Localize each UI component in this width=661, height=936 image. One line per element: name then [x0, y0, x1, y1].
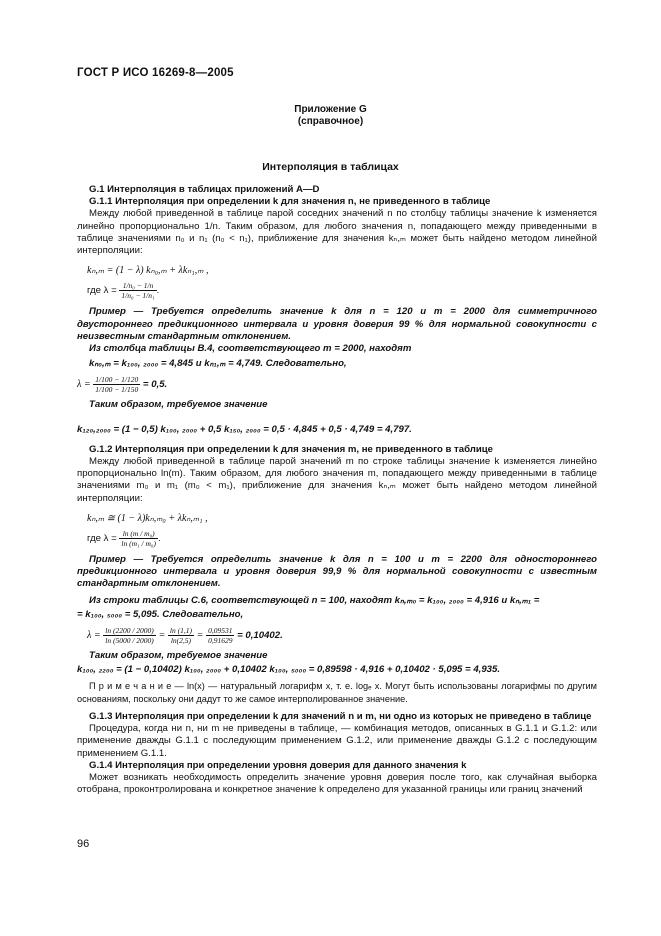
example2-f2-den: ln(2,5) — [170, 636, 192, 646]
g12-lambda-num: ln (m / m₀) — [119, 529, 158, 539]
example1-lambda-den: 1/100 − 1/150 — [95, 385, 139, 395]
example2-fraction-3 — [206, 626, 234, 645]
example2-lambda: λ = $\frac{\ln (2200 / 2000)}{\ln (5000 / 2000)}$ = $\frac{\ln (1,1)}{\ln(2,5)}$ = $\frac{0,09531}{0,91629}$ = 0,10402. — [87, 626, 283, 646]
example1-result: k₁₂₀,₂₀₀₀ = (1 − 0,5) k₁₀₀, ₂₀₀₀ + 0,5 k₁₅₀, ₂₀₀₀ = 0,5 · 4,845 + 0,5 · 4,749 = 4,797. — [77, 423, 412, 435]
example2-result: k₁₀₀, ₂₂₀₀ = (1 − 0,10402) k₁₀₀, ₂₀₀₀ + 0,10402 k₁₀₀, ₅₀₀₀ = 0,89598 · 4,916 + 0,10402 · 5,095 = 4,935. — [77, 664, 501, 676]
example2-f1-num: ln (2200 / 2000) — [105, 626, 154, 636]
example2-fraction-2 — [168, 626, 194, 645]
g11-lambda: где λ = $\frac{\text{1/n₀ − 1/n}}{\text{1/n₀ − 1/n₁}}$ . — [87, 281, 160, 301]
example1-thus: Таким образом, требуемое значение — [89, 399, 268, 411]
example2-fraction-1 — [103, 626, 156, 645]
example2-lambda-result: = 0,10402. — [237, 630, 283, 642]
g12-lambda: где λ = $\frac{\text{ln (m / m₀)}}{\text{ln (m₁ / m₀)}}$ . — [87, 529, 161, 549]
note: П р и м е ч а н и е — ln(x) — натуральный логарифм x, т. е. logₑ x. Могут быть использованы логарифмы по другим основаниям, поскольку они дадут то же самое интерполированное значение. — [77, 681, 597, 704]
g12-text: Между любой приведенной в таблице парой значений m по строке таблицы значение k изменяется линейно пропорционально ln(m). Таким образом, для любого значения m, попадающего между приведенными в таблице значениями m₀ и m₁ (m₀ < m₁), приближение для значения kₙ,ₘ может быть найдено методом линейной интерполяции: — [77, 456, 597, 504]
example2-f3-den: 0,91629 — [208, 636, 233, 646]
example1-lambda — [77, 375, 597, 394]
g11-lambda-fraction — [119, 281, 156, 300]
g1-heading: G.1 Интерполяция в таблицах приложений А—D — [89, 184, 320, 195]
appendix-title: Приложение G — [294, 104, 367, 115]
g11-text: Между любой приведенной в таблице парой соседних значений n по столбцу таблицы значение k изменяется линейно пропорционально 1/n. Таким образом, для любого значения n, попадающего между приведенными в таблице значениями n₀ и n₁ (n₀ < n₁), приближение для значения kₙ,ₘ может быть найдено методом линейной интерполяции: — [77, 208, 597, 257]
content-block — [77, 184, 597, 796]
example2-text: Пример — Требуется определить значение k для n = 100 и m = 2200 для одностороннего предикционного интервала и уровня доверия 99,9 % для нормальной совокупности с известным стандартным отклонением. — [77, 554, 597, 590]
example1-lambda-result: = 0,5. — [142, 379, 168, 391]
g14-text: Может возникать необходимость определить значение уровня доверия после того, как случайная выборка отобрана, проконтролирована и конкретное значение k определено для указанной границы или границ значений — [77, 771, 597, 796]
g12-lambda-den: ln (m₁ / m₀) — [121, 539, 156, 549]
example2-f3-num: 0,09531 — [208, 626, 233, 636]
g14-heading: G.1.4 Интерполяция при определении уровня доверия для данного значения k — [89, 759, 467, 771]
example2-from-continued: = k₁₀₀, ₅₀₀₀ = 5,095. Следовательно, — [77, 608, 244, 620]
example1-text: Пример — Требуется определить значение k для n = 120 и m = 2000 для симметричного двустороннего предикционного интервала и уровня доверия 99 % для нормальной совокупности с неизвестным стандартным отклонением. — [77, 306, 597, 342]
g12-heading: G.1.2 Интерполяция при определении k для значения m, не приведенного в таблице — [89, 443, 494, 455]
example2-f2-num: ln (1,1) — [169, 626, 192, 636]
g12-formula: kₙ,ₘ ≅ (1 − λ)kₙ,ₘ₀ + λkₙ,ₘ₁ , — [87, 512, 208, 524]
appendix-subtitle: (справочное) — [297, 116, 364, 127]
g13-text: Процедура, когда ни n, ни m не приведены в таблице, — комбинация методов, описанных в G.1.1 и G.1.2: или применение дважды G.1.1 с последующим применением G.1.2, или применение дважды G.1.2 с последующим применением G.1.1. — [77, 723, 597, 759]
example2-from: Из строки таблицы С.6, соответствующей n = 100, находят kₙ,ₘ₀ = k₁₀₀, ₂₀₀₀ = 4,916 и kₙ,ₘ₁ = — [89, 594, 540, 606]
g11-lambda-den: 1/n₀ − 1/n₁ — [121, 291, 155, 301]
example1-values: kₙ₀,ₘ = k₁₀₀, ₂₀₀₀ = 4,845 и kₙ₁,ₘ = 4,749. Следовательно, — [89, 358, 347, 370]
g11-lambda-num: 1/n₀ − 1/n — [119, 281, 156, 291]
g13-heading: G.1.3 Интерполяция при определении k для значений n и m, ни одно из которых не приведено в таблице — [89, 710, 592, 722]
example1-lambda-prefix: λ = — [77, 379, 91, 391]
g11-where: где λ = — [87, 285, 117, 297]
section-title: Интерполяция в таблицах — [262, 161, 399, 173]
g12-lambda-fraction — [119, 529, 158, 548]
g11-heading: G.1.1 Интерполяция при определении k для значения n, не приведенного в таблице — [89, 196, 491, 208]
example2-lambda-prefix: λ = — [87, 630, 101, 642]
example2-f1-den: ln (5000 / 2000) — [105, 636, 154, 646]
standard-header: ГОСТ Р ИСО 16269-8—2005 — [77, 67, 234, 79]
g12-where: где λ = — [87, 533, 117, 545]
example1-from: Из столбца таблицы В.4, соответствующего m = 2000, находят — [89, 343, 412, 355]
example1-lambda-num: 1/100 − 1/120 — [95, 375, 139, 385]
g11-formula: kₙ,ₘ = (1 − λ) kₙ₀,ₘ + λkₙ₁,ₘ , — [87, 265, 209, 277]
page-number: 96 — [77, 838, 90, 850]
example2-thus: Таким образом, требуемое значение — [89, 650, 268, 662]
example1-lambda-fraction — [93, 375, 140, 394]
